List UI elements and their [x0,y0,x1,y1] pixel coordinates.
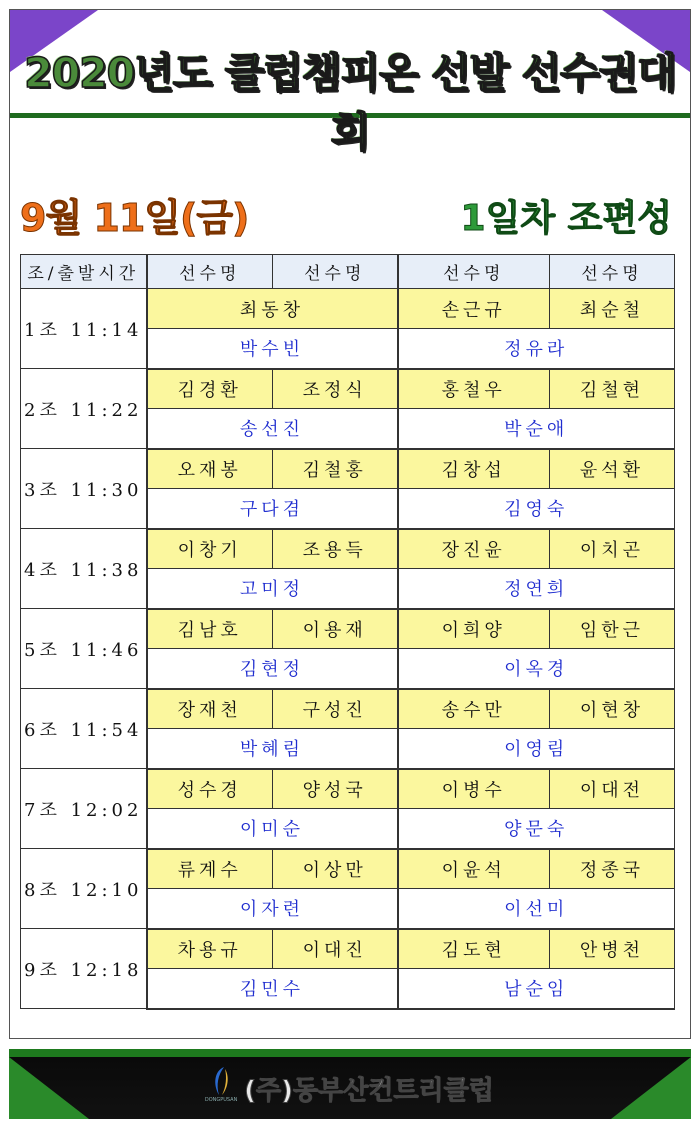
player-cell: 이대진 [273,929,398,969]
player-cell: 성수경 [147,769,273,809]
group-player-row [21,689,675,729]
player-cell: 손근규 [398,289,550,329]
date-label: 9월 11일(금) [20,196,249,240]
player-cell: 이대전 [550,769,675,809]
companion-player-cell: 박수빈 [147,329,398,369]
col-header-time: 조/출발시간 [21,255,147,289]
col-header-player-4: 선수명 [550,255,675,289]
schedule-body [21,289,675,1009]
player-cell: 김철홍 [273,449,398,489]
group-start-time: 7조 12:02 [21,769,147,849]
player-cell: 정종국 [550,849,675,889]
player-cell: 이현창 [550,689,675,729]
player-cell: 안병천 [550,929,675,969]
player-cell: 구성진 [273,689,398,729]
group-player-row [21,849,675,889]
player-cell: 김경환 [147,369,273,409]
group-start-time: 3조 11:30 [21,449,147,529]
logo-text: DONGPUSAN [204,1097,238,1103]
companion-player-cell: 구다겸 [147,489,398,529]
group-start-time: 4조 11:38 [21,529,147,609]
group-start-time: 8조 12:10 [21,849,147,929]
companion-player-cell: 이자련 [147,889,398,929]
player-cell: 이윤석 [398,849,550,889]
group-start-time: 5조 11:46 [21,609,147,689]
footer-banner [9,1049,691,1119]
player-cell: 차용규 [147,929,273,969]
companion-player-cell: 이영림 [398,729,675,769]
group-player-row [21,929,675,969]
player-cell: 최순철 [550,289,675,329]
group-player-row [21,609,675,649]
companion-player-cell: 김현정 [147,649,398,689]
player-cell: 이상만 [273,849,398,889]
col-header-player-2: 선수명 [273,255,398,289]
player-cell: 양성국 [273,769,398,809]
group-player-row [21,449,675,489]
companion-player-cell: 박혜림 [147,729,398,769]
player-cell: 장재천 [147,689,273,729]
col-header-player-1: 선수명 [147,255,273,289]
player-cell: 조용득 [273,529,398,569]
player-cell: 최동창 [147,289,398,329]
player-cell: 윤석환 [550,449,675,489]
player-cell: 김남호 [147,609,273,649]
page-title: 2020년도 클럽챔피온 선발 선수권대회 [24,49,676,156]
companion-player-cell: 남순임 [398,969,675,1009]
table-header-row [21,255,675,289]
group-player-row [21,369,675,409]
player-cell: 이치곤 [550,529,675,569]
col-header-player-3: 선수명 [398,255,550,289]
group-start-time: 9조 12:18 [21,929,147,1009]
player-cell: 김철현 [550,369,675,409]
player-cell: 조정식 [273,369,398,409]
group-start-time: 1조 11:14 [21,289,147,369]
companion-player-cell: 정유라 [398,329,675,369]
player-cell: 송수만 [398,689,550,729]
companion-player-cell: 정연희 [398,569,675,609]
companion-player-cell: 이선미 [398,889,675,929]
player-cell: 이병수 [398,769,550,809]
schedule-table [20,254,675,1010]
group-start-time: 6조 11:54 [21,689,147,769]
player-cell: 류계수 [147,849,273,889]
player-cell: 임한근 [550,609,675,649]
company-name: (주)동부산컨트리클럽 [244,1075,494,1106]
group-start-time: 2조 11:22 [21,369,147,449]
player-cell: 오재봉 [147,449,273,489]
logo-swoosh-icon [210,1065,232,1097]
footer-brand [9,1063,691,1113]
player-cell: 이희양 [398,609,550,649]
companion-player-cell: 박순애 [398,409,675,449]
player-cell: 이창기 [147,529,273,569]
player-cell: 김창섭 [398,449,550,489]
group-player-row [21,529,675,569]
group-player-row [21,289,675,329]
companion-player-cell: 송선진 [147,409,398,449]
companion-player-cell: 이옥경 [398,649,675,689]
header-banner [10,10,690,156]
player-cell: 이용재 [273,609,398,649]
player-cell: 홍철우 [398,369,550,409]
companion-player-cell: 김영숙 [398,489,675,529]
companion-player-cell: 김민수 [147,969,398,1009]
player-cell: 장진윤 [398,529,550,569]
companion-player-cell: 고미정 [147,569,398,609]
companion-player-cell: 이미순 [147,809,398,849]
group-player-row [21,769,675,809]
day-group-label: 1일차 조편성 [460,198,672,239]
player-cell: 김도현 [398,929,550,969]
company-logo [206,1065,236,1111]
companion-player-cell: 양문숙 [398,809,675,849]
